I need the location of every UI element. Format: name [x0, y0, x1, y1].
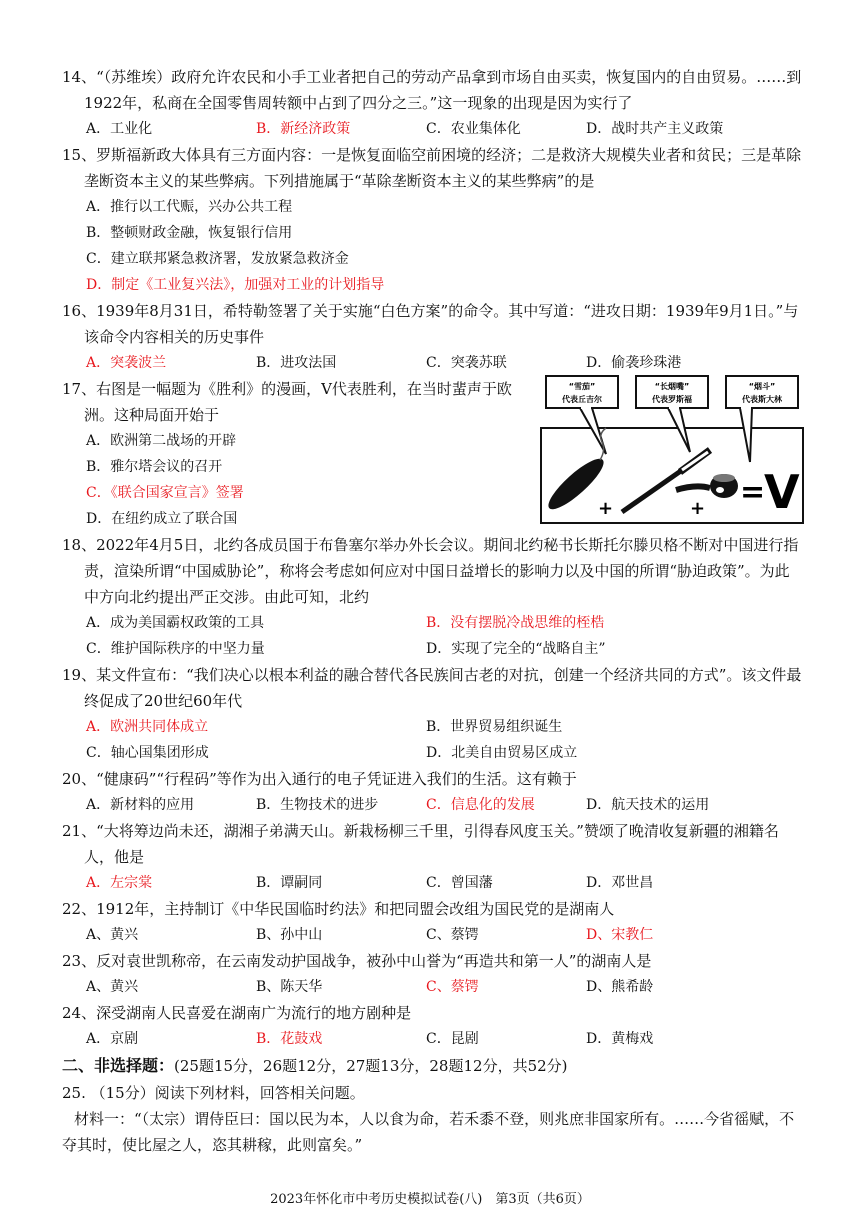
option-a[interactable]: A．欧洲共同体成立	[86, 719, 209, 735]
option-a[interactable]: A、黄兴	[86, 927, 139, 943]
question-intro: 25. （15分）阅读下列材料，回答相关问题。	[62, 1084, 365, 1102]
option-a[interactable]: A．工业化	[86, 121, 153, 137]
options-row	[86, 1026, 802, 1052]
option-d[interactable]: D．制定《工业复兴法》，加强对工业的计划指导	[86, 277, 385, 293]
victory-v: V	[764, 465, 800, 519]
option-a[interactable]: A．左宗棠	[86, 875, 153, 891]
option-b[interactable]: B．没有摆脱冷战思维的桎梏	[426, 615, 605, 631]
option-d[interactable]: D．偷袭珍珠港	[586, 355, 682, 371]
option-b[interactable]: B．生物技术的进步	[256, 797, 379, 813]
option-c[interactable]: C、蔡锷	[426, 927, 479, 943]
option-d[interactable]: D．战时共产主义政策	[586, 121, 724, 137]
options-row	[86, 792, 802, 818]
question-stem: 24、深受湖南人民喜爱在湖南广为流行的地方剧种是	[62, 1004, 412, 1022]
section-note: (25题15分，26题12分，27题13分，28题12分，共52分)	[174, 1057, 568, 1075]
pipe-label-name: “烟斗”	[748, 382, 776, 391]
option-c[interactable]: C．《联合国家宣言》签署	[86, 485, 244, 501]
option-a[interactable]: A．欧洲第二战场的开辟	[86, 433, 237, 449]
option-d[interactable]: D．航天技术的运用	[586, 797, 710, 813]
option-a[interactable]: A．突袭波兰	[86, 355, 167, 371]
holder-label-who: 代表罗斯福	[652, 395, 692, 404]
cigar-label-who: 代表丘吉尔	[562, 395, 602, 404]
option-c[interactable]: C．农业集体化	[426, 121, 521, 137]
question-17	[62, 376, 532, 532]
question-21	[62, 818, 802, 896]
section-title: 二、非选择题：	[62, 1056, 175, 1075]
option-b[interactable]: B、陈天华	[256, 979, 323, 995]
option-c[interactable]: C．轴心国集团形成	[86, 745, 209, 761]
question-23	[62, 948, 802, 1000]
plus-sign: +	[598, 498, 614, 519]
cigar-label-name: “雪茄”	[568, 382, 596, 391]
options-row	[86, 740, 802, 766]
question-22	[62, 896, 802, 948]
option-a[interactable]: A．成为美国霸权政策的工具	[86, 615, 265, 631]
equals-sign: =	[740, 475, 766, 510]
option-d[interactable]: D．北美自由贸易区成立	[426, 745, 578, 761]
material-one: 材料一：“（太宗）谓侍臣曰：国以民为本，人以食为命，若禾黍不登，则兆庶非国家所有。……今省徭赋，不夺其时，使比屋之人，恣其耕稼，此则富矣。”	[62, 1110, 795, 1154]
option-c[interactable]: C．维护国际秩序的中坚力量	[86, 641, 265, 657]
option-a[interactable]: A．新材料的应用	[86, 797, 195, 813]
options-row	[86, 870, 802, 896]
option-b[interactable]: B．整顿财政金融，恢复银行信用	[86, 225, 293, 241]
question-25	[62, 1080, 802, 1158]
question-stem: 20、“健康码”“行程码”等作为出入通行的电子凭证进入我们的生活。这有赖于	[62, 770, 577, 788]
option-a[interactable]: A．京剧	[86, 1031, 139, 1047]
option-d[interactable]: D、熊希龄	[586, 979, 654, 995]
question-15	[62, 142, 802, 298]
options-row	[86, 714, 802, 740]
options-row	[86, 610, 802, 636]
option-c[interactable]: C．曾国藩	[426, 875, 493, 891]
option-b[interactable]: B、孙中山	[256, 927, 323, 943]
pipe-label-who: 代表斯大林	[742, 395, 782, 404]
question-stem: 14、“（苏维埃）政府允许农民和小手工业者把自己的劳动产品拿到市场自由买卖，恢复国内的自由贸易。……到1922年，私商在全国零售周转额中占到了四分之三。”这一现象的出现是因为实行了	[62, 68, 802, 112]
option-c[interactable]: C．信息化的发展	[426, 797, 535, 813]
options-row	[86, 974, 802, 1000]
question-18	[62, 532, 802, 662]
section-2-heading	[62, 1053, 568, 1076]
option-d[interactable]: D．黄梅戏	[586, 1031, 654, 1047]
option-a[interactable]: A．推行以工代赈，兴办公共工程	[86, 199, 293, 215]
options-row	[86, 636, 802, 662]
question-stem: 16、1939年8月31日，希特勒签署了关于实施“白色方案”的命令。其中写道：“进攻日期：1939年9月1日。”与该命令内容相关的历史事件	[62, 302, 799, 346]
option-d[interactable]: D、宋教仁	[586, 927, 654, 943]
question-stem: 22、1912年，主持制订《中华民国临时约法》和把同盟会改组为国民党的是湖南人	[62, 900, 615, 918]
question-stem: 23、反对袁世凯称帝，在云南发动护国战争，被孙中山誉为“再造共和第一人”的湖南人是	[62, 952, 652, 970]
page-footer: 2023年怀化市中考历史模拟试卷(八) 第3页（共6页）	[270, 1192, 590, 1207]
option-b[interactable]: B．世界贸易组织诞生	[426, 719, 563, 735]
question-19	[62, 662, 802, 766]
option-b[interactable]: B．谭嗣同	[256, 875, 323, 891]
option-b[interactable]: B．新经济政策	[256, 121, 351, 137]
option-c[interactable]: C、蔡锷	[426, 979, 479, 995]
question-stem: 15、罗斯福新政大体具有三方面内容：一是恢复面临空前困境的经济；二是救济大规模失业者和贫民；三是革除垄断资本主义的某些弊病。下列措施属于“革除垄断资本主义的某些弊病”的是	[62, 146, 802, 190]
option-d[interactable]: D．在纽约成立了联合国	[86, 511, 238, 527]
option-c[interactable]: C．建立联邦紧急救济署，发放紧急救济金	[86, 251, 349, 267]
option-b[interactable]: B．花鼓戏	[256, 1031, 323, 1047]
question-16	[62, 298, 802, 376]
option-c[interactable]: C．突袭苏联	[426, 355, 507, 371]
option-d[interactable]: D．实现了完全的“战略自主”	[426, 641, 606, 657]
question-stem: 21、“大将筹边尚未还，湖湘子弟满天山。新栽杨柳三千里，引得春风度玉关。”赞颂了晚清收复新疆的湘籍名人，他是	[62, 822, 779, 866]
question-stem: 17、右图是一幅题为《胜利》的漫画，V代表胜利，在当时蜚声于欧洲。这种局面开始于	[62, 380, 512, 424]
options-row	[86, 116, 802, 142]
victory-cartoon	[540, 372, 804, 524]
option-b[interactable]: B．雅尔塔会议的召开	[86, 459, 223, 475]
option-a[interactable]: A、黄兴	[86, 979, 139, 995]
options-row	[86, 922, 802, 948]
option-c[interactable]: C．昆剧	[426, 1031, 479, 1047]
holder-label-name: “长烟嘴”	[654, 382, 690, 391]
question-stem: 18、2022年4月5日，北约各成员国于布鲁塞尔举办外长会议。期间北约秘书长斯托尔滕贝格不断对中国进行指责，渲染所谓“中国威胁论”，称将会考虑如何应对中国日益增长的影响力以及中国的所谓“胁迫政策”。为此中方向北约提出严正交涉。由此可知，北约	[62, 536, 799, 606]
question-24	[62, 1000, 802, 1052]
plus-sign: +	[690, 498, 706, 519]
option-d[interactable]: D．邓世昌	[586, 875, 654, 891]
question-14	[62, 64, 802, 142]
question-20	[62, 766, 802, 818]
option-b[interactable]: B．进攻法国	[256, 355, 337, 371]
question-stem: 19、某文件宣布：“我们决心以根本利益的融合替代各民族间古老的对抗，创建一个经济共同的方式”。该文件最终促成了20世纪60年代	[62, 666, 802, 710]
